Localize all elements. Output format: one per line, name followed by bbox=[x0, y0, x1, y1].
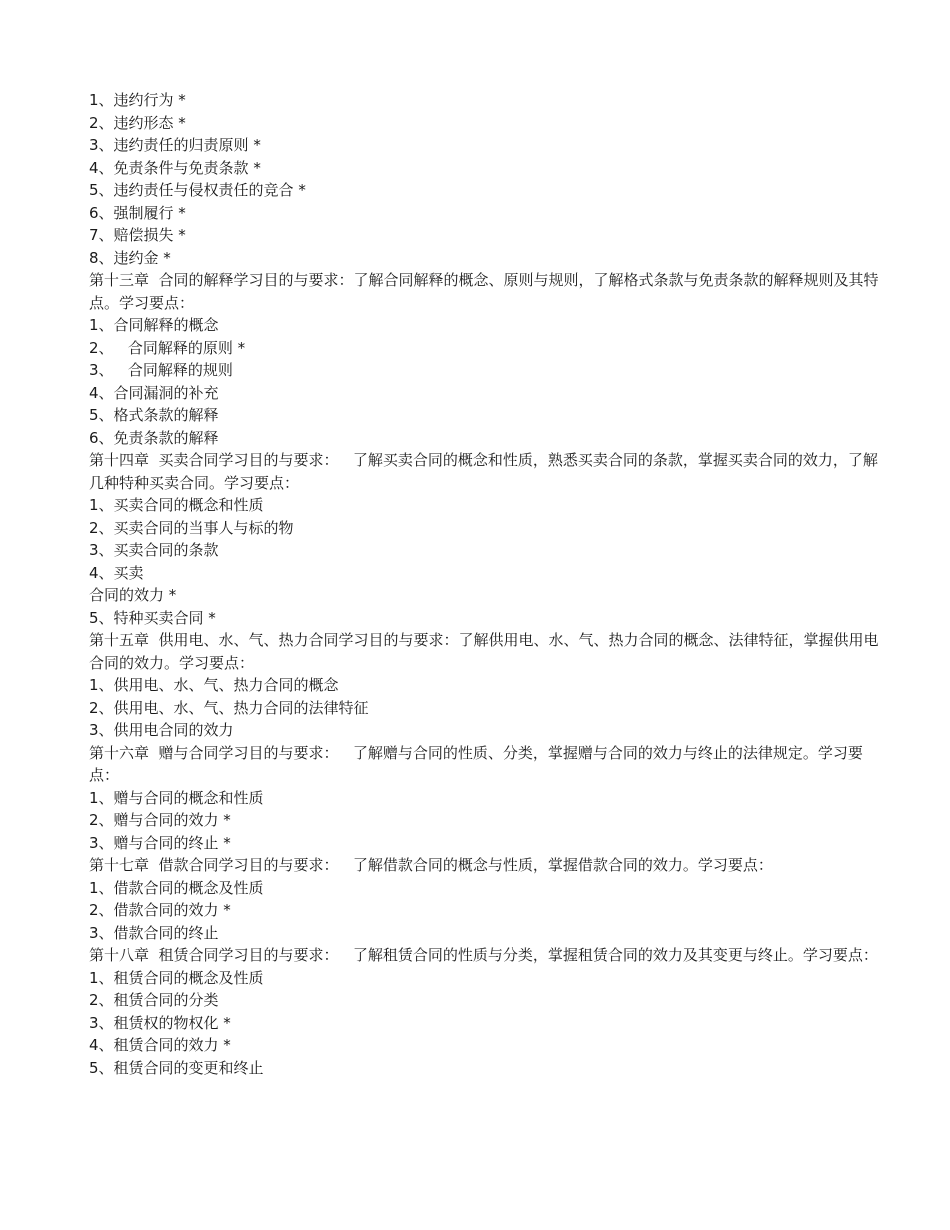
chapter-heading-16: 第十六章 赠与合同学习目的与要求： 了解赠与合同的性质、分类，掌握赠与合同的效力与终止的法律规定。学习要点： bbox=[89, 743, 863, 784]
chapter-heading-18: 第十八章 租赁合同学习目的与要求： 了解租赁合同的性质与分类，掌握租赁合同的效力及其变更与终止。学习要点： bbox=[89, 946, 878, 964]
list-item: 6、强制履行 * bbox=[89, 203, 186, 222]
list-item: 4、免责条件与免责条款 * bbox=[89, 158, 261, 177]
list-item: 2、借款合同的效力 * bbox=[89, 901, 231, 919]
list-item: 5、违约责任与侵权责任的竞合 * bbox=[89, 181, 306, 199]
list-item: 2、供用电、水、气、热力合同的法律特征 bbox=[89, 698, 369, 717]
list-item: 3、赠与合同的终止 * bbox=[89, 833, 231, 852]
list-item: 3、买卖合同的条款 bbox=[89, 541, 219, 559]
chapter-heading-14: 第十四章 买卖合同学习目的与要求： 了解买卖合同的概念和性质，熟悉买卖合同的条款，掌握买卖合同的效力，了解几种特种买卖合同。学习要点： bbox=[89, 451, 878, 492]
list-item: 1、借款合同的概念及性质 bbox=[89, 878, 264, 897]
list-item: 3、供用电合同的效力 bbox=[89, 721, 234, 739]
list-item: 1、违约行为 * bbox=[89, 91, 186, 109]
list-item: 1、供用电、水、气、热力合同的概念 bbox=[89, 676, 339, 694]
list-item: 5、格式条款的解释 bbox=[89, 406, 219, 424]
list-item: 2、赠与合同的效力 * bbox=[89, 811, 231, 829]
list-item: 3、违约责任的归责原则 * bbox=[89, 136, 261, 154]
list-item: 2、违约形态 * bbox=[89, 113, 186, 132]
list-item: 4、合同漏洞的补充 bbox=[89, 383, 219, 402]
list-item: 4、买卖 bbox=[89, 563, 144, 582]
chapter-heading-15: 第十五章 供用电、水、气、热力合同学习目的与要求：了解供用电、水、气、热力合同的概念、法律特征，掌握供用电合同的效力。学习要点： bbox=[89, 631, 879, 672]
list-item: 2、买卖合同的当事人与标的物 bbox=[89, 518, 294, 537]
list-item: 6、免责条款的解释 bbox=[89, 428, 219, 447]
list-item: 8、违约金 * bbox=[89, 248, 171, 267]
chapter-heading-13: 第十三章 合同的解释学习目的与要求：了解合同解释的概念、原则与规则，了解格式条款与免责条款的解释规则及其特点。学习要点： bbox=[89, 271, 879, 312]
list-item: 1、买卖合同的概念和性质 bbox=[89, 496, 264, 514]
list-item: 合同的效力 * bbox=[89, 586, 177, 604]
list-item: 2、 合同解释的原则 * bbox=[89, 338, 246, 357]
list-item: 5、租赁合同的变更和终止 bbox=[89, 1058, 264, 1077]
list-item: 3、租赁权的物权化 * bbox=[89, 1013, 231, 1032]
list-item: 7、赔偿损失 * bbox=[89, 226, 186, 244]
document-body bbox=[89, 89, 879, 1079]
list-item: 1、合同解释的概念 bbox=[89, 316, 219, 334]
list-item: 1、赠与合同的概念和性质 bbox=[89, 788, 264, 807]
list-item: 2、租赁合同的分类 bbox=[89, 991, 219, 1009]
list-item: 3、 合同解释的规则 bbox=[89, 361, 233, 379]
list-item: 3、借款合同的终止 bbox=[89, 923, 219, 942]
list-item: 5、特种买卖合同 * bbox=[89, 608, 216, 627]
list-item: 4、租赁合同的效力 * bbox=[89, 1036, 231, 1054]
chapter-heading-17: 第十七章 借款合同学习目的与要求： 了解借款合同的概念与性质，掌握借款合同的效力。学习要点： bbox=[89, 856, 773, 874]
list-item: 1、租赁合同的概念及性质 bbox=[89, 968, 264, 987]
